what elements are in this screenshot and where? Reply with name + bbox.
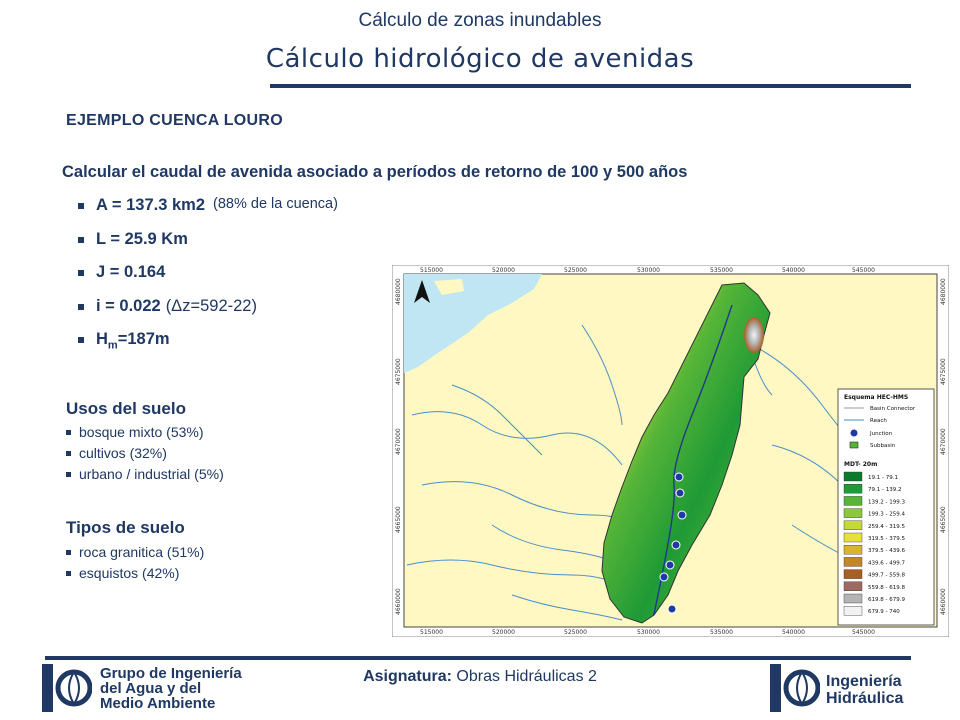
tick-label: 4670000 [395,428,402,455]
param-length-value: L = 25.9 Km [96,229,188,248]
tick-label: 4680000 [940,278,947,305]
tick-label: 4680000 [395,278,402,305]
land-use-list [66,424,224,487]
mdt-class-label: 619.8 - 679.9 [868,597,905,603]
mdt-class-label: 319.5 - 379.5 [868,536,905,542]
mdt-class-swatch [844,545,862,554]
mdt-class-label: 19.1 - 79.1 [868,475,898,481]
mdt-class-swatch [844,533,862,542]
page-title: Cálculo hidrológico de avenidas [265,44,695,74]
param-area-value: A = 137.3 km2 [96,196,206,214]
tick-label: 515000 [420,629,443,636]
param-hm [78,330,338,364]
tick-label: 4675000 [395,358,402,385]
param-slope-i-note: (Δz=592-22) [165,296,257,315]
mdt-class-label: 139.2 - 199.3 [868,499,905,506]
tick-label: 535000 [710,629,733,636]
legend-item: Subbasin [870,443,896,449]
param-length [78,230,338,264]
hydraulic-logo-line2: Hidráulica [826,690,904,707]
tick-label: 520000 [492,267,515,274]
bullet-icon [78,337,84,343]
mdt-class-swatch [844,606,862,615]
bullet-icon [66,430,71,435]
land-use-label: bosque mixto (53%) [79,424,204,440]
mdt-class-swatch [844,521,862,530]
hydraulic-logo-icon [768,662,820,714]
legend-item: Junction [870,431,893,437]
land-use-label: urbano / industrial (5%) [79,466,224,482]
bullet-icon [78,237,84,243]
hydraulic-logo [768,662,938,714]
parameter-list [78,196,338,364]
tick-label: 515000 [420,267,443,274]
param-slope-i-value: i = 0.022 [96,296,161,315]
mdt-class-label: 559.8 - 619.8 [868,584,905,591]
legend-item: Basin Connector [870,406,916,412]
param-hm-subscript: m [107,339,118,352]
tick-label: 530000 [637,267,660,274]
soil-type-item [66,565,204,586]
group-logo-line2: del Agua y del [100,680,202,697]
mdt-class-swatch [844,557,862,566]
tick-label: 535000 [710,267,733,274]
watershed-map [392,265,949,637]
subbasin-icon [850,442,858,448]
bullet-icon [66,571,71,576]
bullet-icon [66,451,71,456]
land-use-label: cultivos (32%) [79,445,167,461]
legend-item: Reach [870,418,887,424]
mdt-class-swatch [844,594,862,603]
mdt-class-swatch [844,484,862,493]
soil-type-item [66,544,204,565]
soil-type-label: roca granitica (51%) [79,544,205,560]
footer-divider [45,656,911,660]
mdt-class-swatch [844,582,862,591]
bullet-icon [78,270,84,276]
tick-label: 4670000 [940,428,947,455]
param-hm-symbol: H [96,330,108,348]
param-hm-number: =187m [117,330,170,348]
mdt-class-swatch [844,570,862,579]
tick-label: 4660000 [940,588,947,615]
land-use-item [66,424,224,445]
tick-label: 525000 [564,629,587,636]
soil-types-title: Tipos de suelo [66,518,185,537]
tick-label: 530000 [637,629,660,636]
param-hm-value [96,330,170,351]
header-divider [270,84,911,88]
land-use-item [66,466,224,487]
tick-label: 520000 [492,629,515,636]
junction-icon [851,430,858,437]
mdt-class-label: 439.6 - 499.7 [868,560,905,567]
bullet-icon [66,472,71,477]
land-use-title: Usos del suelo [66,399,186,418]
group-logo-icon [40,662,92,714]
param-slope-i [78,297,338,331]
group-logo-line1: Grupo de Ingeniería [100,665,242,682]
bullet-icon [66,550,71,555]
land-use-item [66,445,224,466]
tick-label: 4665000 [395,506,402,533]
param-slope-j [78,263,338,297]
tick-label: 540000 [782,267,805,274]
group-logo-line3: Medio Ambiente [100,695,216,712]
task-statement: Calcular el caudal de avenida asociado a períodos de retorno de 100 y 500 años [62,163,688,181]
mdt-class-swatch [844,472,862,481]
footer-course-name: Obras Hidráulicas 2 [456,668,597,685]
param-slope-j-value: J = 0.164 [96,263,166,281]
group-logo [40,662,270,714]
soil-types-list [66,544,204,586]
mdt-class-label: 499.7 - 559.8 [868,572,905,579]
tick-label: 4675000 [940,358,947,385]
tick-label: 545000 [852,267,875,274]
mdt-class-label: 79.1 - 139.2 [868,487,902,494]
tick-label: 545000 [852,629,875,636]
footer-label: Asignatura: [363,668,452,685]
mdt-class-label: 199.3 - 259.4 [868,511,905,518]
mdt-class-swatch [844,509,862,518]
hydraulic-logo-line1: Ingeniería [826,673,902,690]
map-legend [838,389,934,625]
bullet-icon [78,304,84,310]
mdt-class-label: 679.9 - 740 [868,609,900,616]
mdt-class-swatch [844,496,862,505]
mdt-title: MDT- 20m [844,461,878,468]
legend-title: Esquema HEC-HMS [844,394,909,401]
soil-type-label: esquistos (42%) [79,565,180,581]
param-area [78,196,338,230]
tick-label: 540000 [782,629,805,636]
tick-label: 525000 [564,267,587,274]
tick-label: 4665000 [940,506,947,533]
example-title: EJEMPLO CUENCA LOURO [66,112,283,129]
mdt-class-label: 259.4 - 319.5 [868,523,905,530]
basin-peak-area [744,317,764,353]
header-subtitle: Cálculo de zonas inundables [358,10,602,31]
bullet-icon [78,203,84,209]
param-area-note: (88% de la cuenca) [213,196,338,212]
mdt-class-label: 379.5 - 439.6 [868,548,905,555]
tick-label: 4660000 [395,588,402,615]
